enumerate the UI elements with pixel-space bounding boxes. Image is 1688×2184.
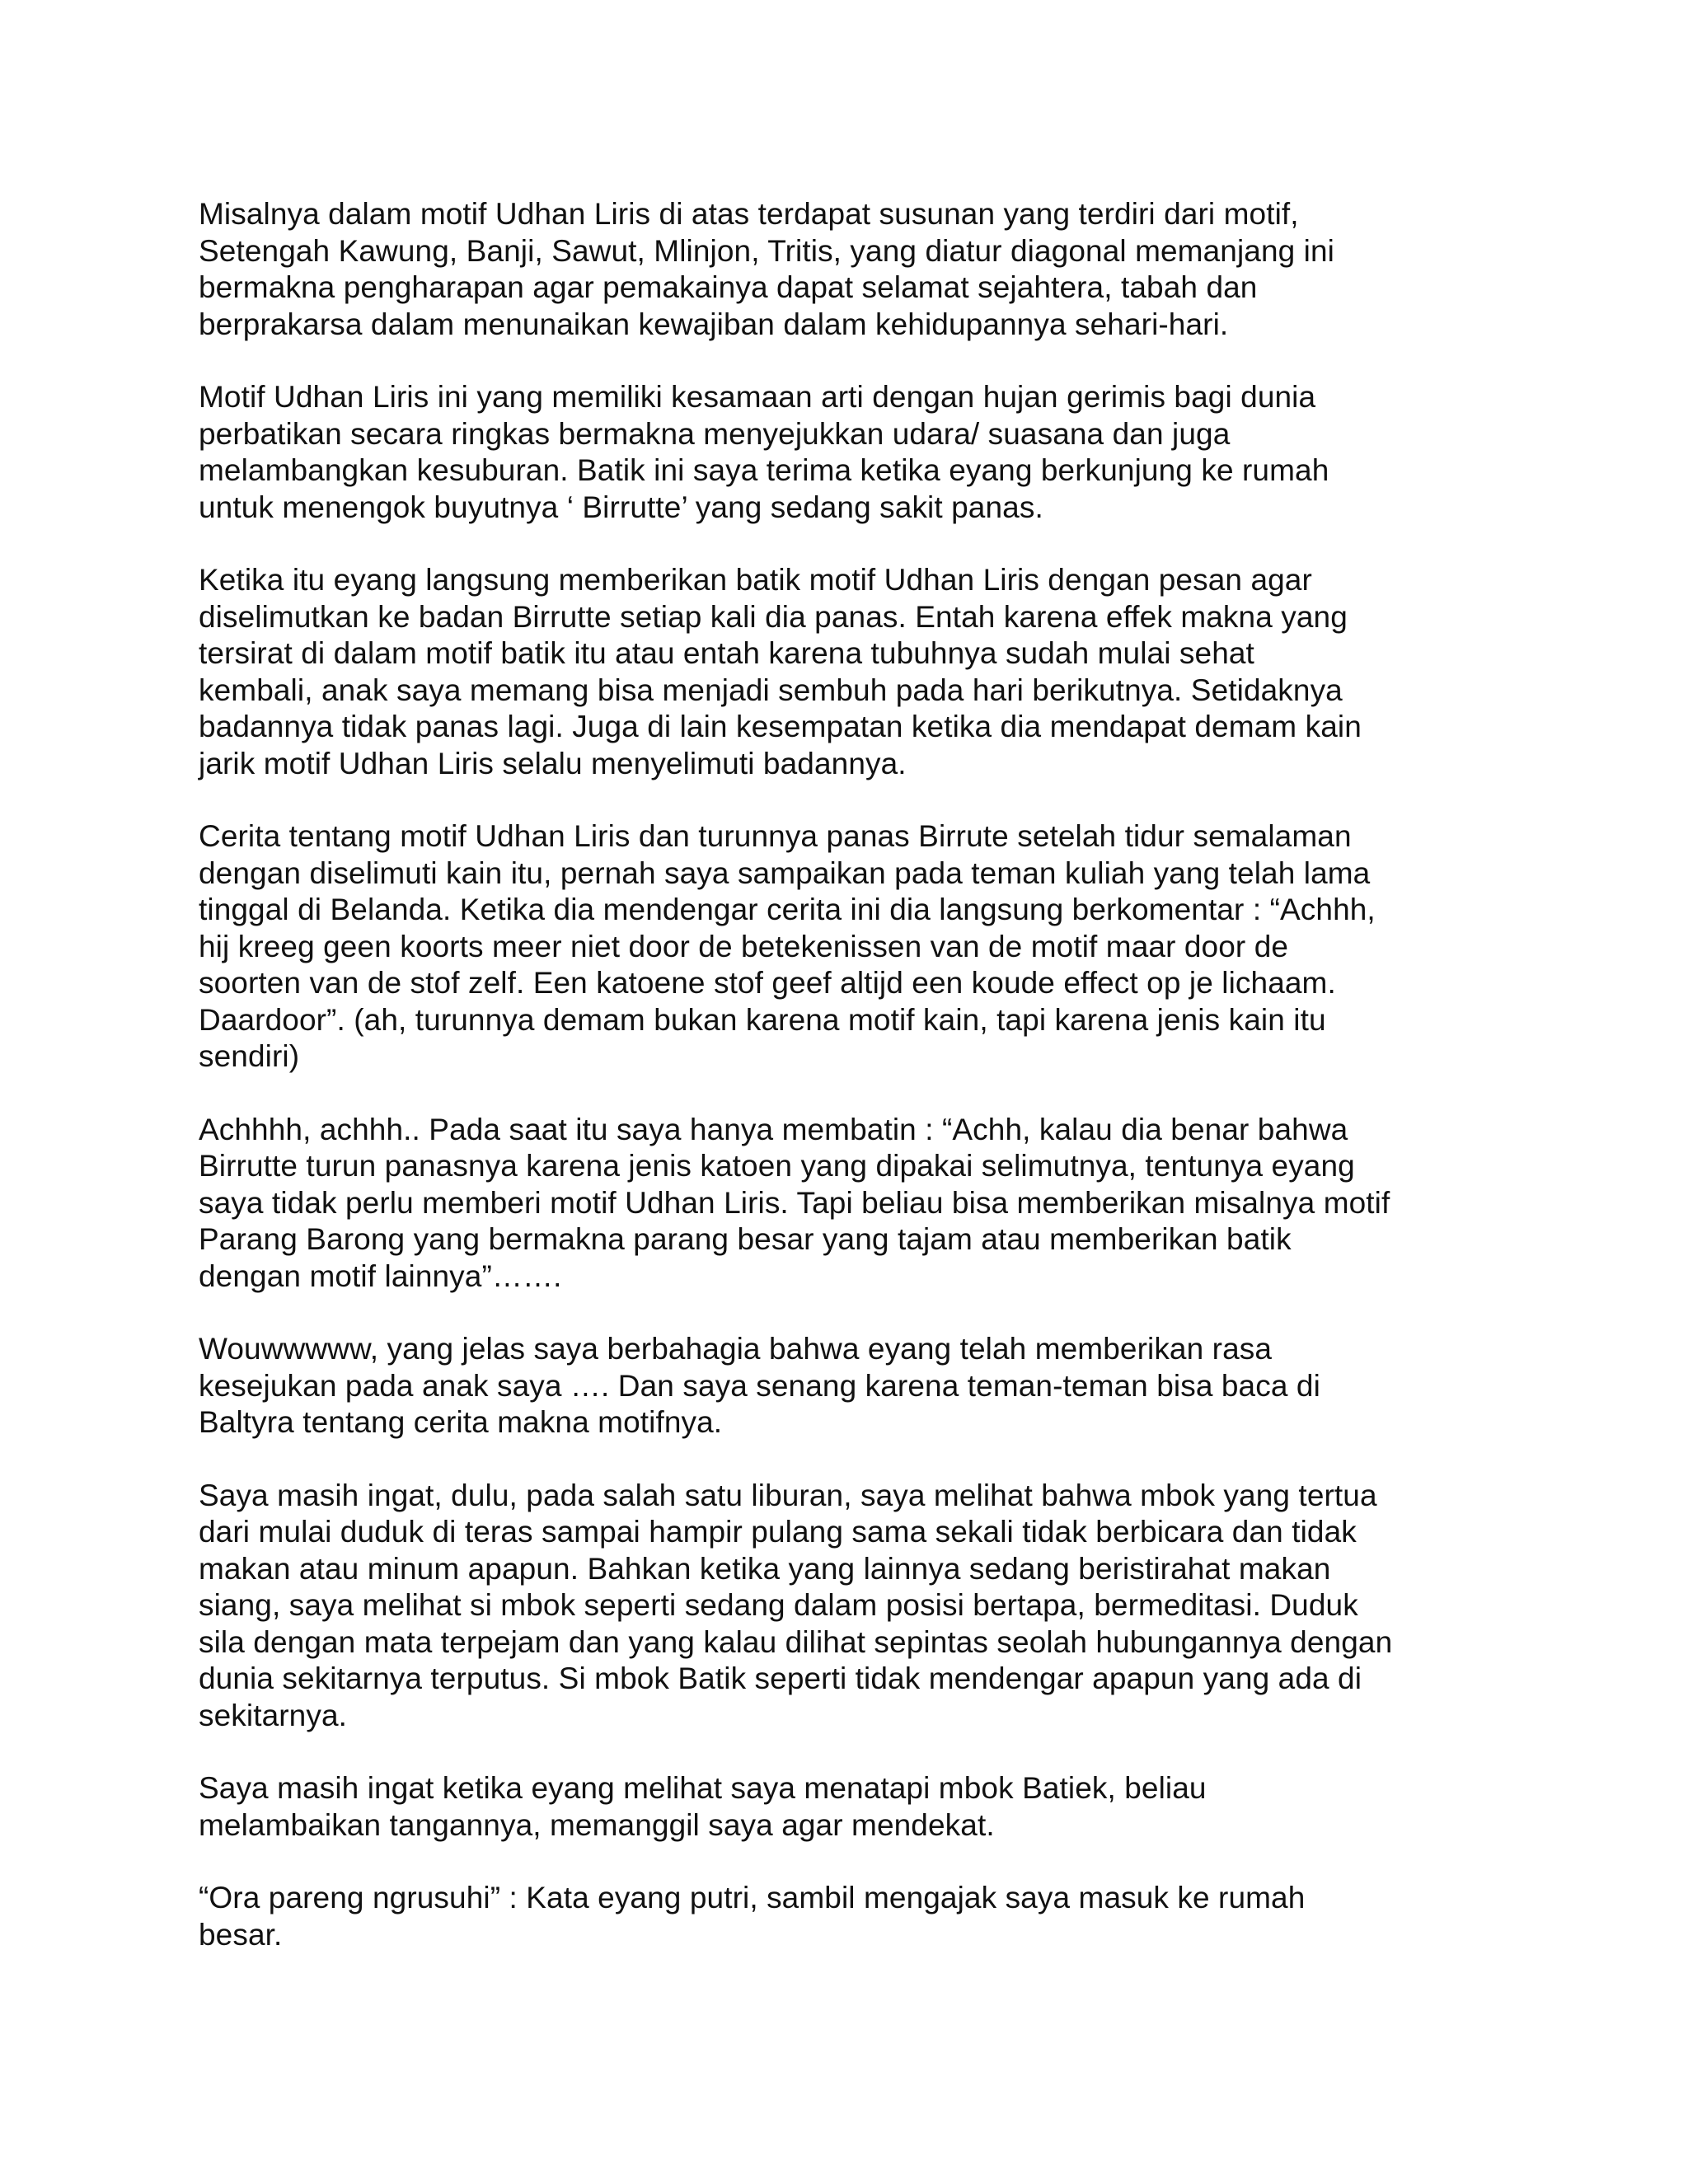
text-line: sendiri) [199,1039,300,1073]
text-line: Baltyra tentang cerita makna motifnya. [199,1405,723,1439]
text-line: Misalnya dalam motif Udhan Liris di atas terdapat susunan yang terdiri dari motif, [199,197,1299,231]
text-line: besar. [199,1917,283,1952]
text-line: melambangkan kesuburan. Batik ini saya terima ketika eyang berkunjung ke rumah [199,453,1329,487]
text-line: dari mulai duduk di teras sampai hampir pulang sama sekali tidak berbicara dan tidak [199,1515,1357,1549]
document-body [199,196,1493,1953]
text-line: diselimutkan ke badan Birrutte setiap kali dia panas. Entah karena effek makna yang [199,599,1348,634]
text-line: dengan diselimuti kain itu, pernah saya sampaikan pada teman kuliah yang telah lama [199,855,1371,890]
paragraph-6 [199,1331,1493,1441]
text-line: Saya masih ingat, dulu, pada salah satu liburan, saya melihat bahwa mbok yang tertua [199,1478,1377,1512]
text-line: kembali, anak saya memang bisa menjadi sembuh pada hari berikutnya. Setidaknya [199,673,1343,707]
text-line: sila dengan mata terpejam dan yang kalau dilihat sepintas seolah hubungannya dengan [199,1624,1393,1659]
text-line: bermakna pengharapan agar pemakainya dapat selamat sejahtera, tabah dan [199,270,1258,304]
text-line: tersirat di dalam motif batik itu atau entah karena tubuhnya sudah mulai sehat [199,636,1254,670]
text-line: Daardoor”. (ah, turunnya demam bukan karena motif kain, tapi karena jenis kain itu [199,1002,1326,1037]
text-line: Setengah Kawung, Banji, Sawut, Mlinjon, Tritis, yang diatur diagonal memanjang ini [199,233,1334,268]
text-line: jarik motif Udhan Liris selalu menyelimuti badannya. [199,746,907,780]
text-line: untuk menengok buyutnya ‘ Birrutte’ yang sedang sakit panas. [199,490,1043,524]
text-line: Wouwwwww, yang jelas saya berbahagia bahwa eyang telah memberikan rasa [199,1332,1273,1366]
text-line: siang, saya melihat si mbok seperti sedang dalam posisi bertapa, bermeditasi. Duduk [199,1588,1358,1622]
text-line: tinggal di Belanda. Ketika dia mendengar cerita ini dia langsung berkomentar : “Achhh, [199,893,1376,926]
text-line: hij kreeg geen koorts meer niet door de betekenissen van de motif maar door de [199,929,1289,963]
paragraph-9 [199,1880,1493,1953]
paragraph-2 [199,379,1493,526]
text-line: “Ora pareng ngrusuhi” : Kata eyang putri, sambil mengajak saya masuk ke rumah [199,1881,1306,1915]
paragraph-1 [199,196,1493,343]
text-line: dunia sekitarnya terputus. Si mbok Batik seperti tidak mendengar apapun yang ada di [199,1661,1362,1695]
text-line: sekitarnya. [199,1698,348,1732]
text-line: makan atau minum apapun. Bahkan ketika yang lainnya sedang beristirahat makan [199,1551,1331,1586]
text-line: Ketika itu eyang langsung memberikan batik motif Udhan Liris dengan pesan agar [199,563,1312,597]
text-line: melambaikan tangannya, memanggil saya agar mendekat. [199,1807,995,1842]
text-line: Achhhh, achhh.. Pada saat itu saya hanya membatin : “Achh, kalau dia benar bahwa [199,1112,1348,1146]
text-line: Parang Barong yang bermakna parang besar yang tajam atau memberikan batik [199,1222,1292,1256]
text-line: kesejukan pada anak saya …. Dan saya senang karena teman-teman bisa baca di [199,1368,1320,1403]
text-line: dengan motif lainnya”……. [199,1258,562,1293]
text-line: Birrutte turun panasnya karena jenis katoen yang dipakai selimutnya, tentunya eyang [199,1149,1355,1183]
paragraph-3 [199,562,1493,782]
paragraph-5 [199,1112,1493,1296]
text-line: badannya tidak panas lagi. Juga di lain kesempatan ketika dia mendapat demam kain [199,710,1362,743]
text-line: soorten van de stof zelf. Een katoene stof geef altijd een koude effect op je lichaam. [199,966,1336,1000]
text-line: perbatikan secara ringkas bermakna menyejukkan udara/ suasana dan juga [199,416,1231,451]
text-line: Saya masih ingat ketika eyang melihat saya menatapi mbok Batiek, beliau [199,1771,1207,1805]
paragraph-4 [199,818,1493,1076]
text-line: Motif Udhan Liris ini yang memiliki kesamaan arti dengan hujan gerimis bagi dunia [199,380,1316,414]
text-line: Cerita tentang motif Udhan Liris dan turunnya panas Birrute setelah tidur semalaman [199,819,1352,853]
text-line: berprakarsa dalam menunaikan kewajiban dalam kehidupannya sehari-hari. [199,307,1229,341]
paragraph-7 [199,1478,1493,1735]
paragraph-8 [199,1770,1493,1844]
text-line: saya tidak perlu memberi motif Udhan Liris. Tapi beliau bisa memberikan misalnya motif [199,1185,1390,1220]
